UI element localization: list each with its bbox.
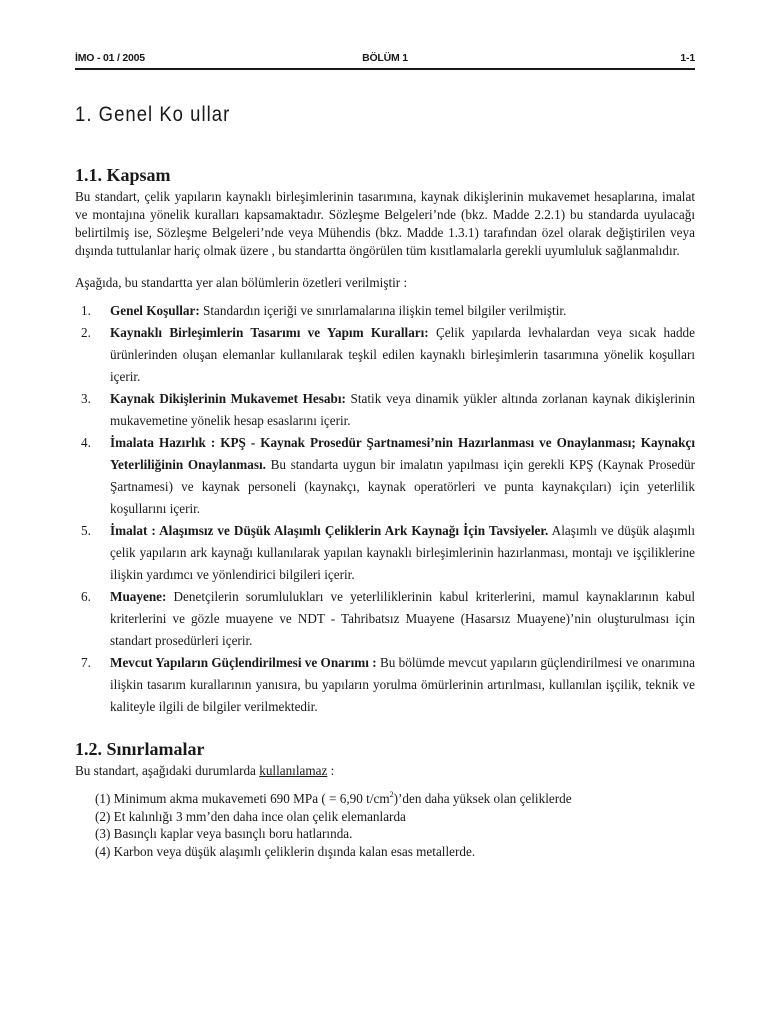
section-heading-scope: 1.1. Kapsam — [75, 165, 171, 185]
header-chapter: BÖLÜM 1 — [362, 52, 408, 64]
list-item-text: Alaşımlı ve düşük alaşımlı çelik yapıların ark kaynağı kullanılarak yapılan kaynaklı birleşimlerinin hazırlanması, montajı ve işçiliklerine ilişkin yardımcı ve yönlendirici bilgileri içerir. — [110, 523, 695, 582]
limitation-item: (2) Et kalınlığı 3 mm’den daha ince olan çelik elemanlarda — [95, 808, 406, 824]
limitation-item: (3) Basınçlı kaplar veya basınçlı boru hatlarında. — [95, 826, 353, 841]
list-item-title: Mevcut Yapıların Güçlendirilmesi ve Onarımı : — [110, 655, 377, 670]
header-page-number: 1-1 — [680, 52, 695, 64]
limitations-intro-text: Bu standart, aşağıdaki durumlarda — [75, 763, 260, 778]
list-item — [75, 432, 695, 520]
scope-paragraph: Bu standart, çelik yapıların kaynaklı birleşimlerinin tasarımına, kaynak dikişlerinin mukavemet hesaplarına, imalat ve montajına yönelik kuralları kapsamaktadır. Sözleşme Belgeleri’nde (bkz. Madde 2.2.1) bu standarda uyulacağı belirtilmiş ise, Sözleşme Belgeleri’nde veya Mühendis (bkz. Madde 1.3.1) tarafından özel olarak değiştirilen veya dışında tuttulanlar hariç olmak üzere , bu standartta öngörülen tüm kısıtlamalarla gerekli uyumluluk sağlanmalıdır. — [75, 189, 695, 258]
list-item-title: Genel Koşullar: — [110, 303, 200, 318]
list-item — [75, 652, 695, 718]
limitations-intro — [75, 762, 695, 780]
list-item-text: Statik veya dinamik yükler altında zorlanan kaynak dikişlerinin mukavemetine yönelik hesap esaslarını içerir. — [110, 391, 695, 428]
page-header — [75, 52, 695, 68]
header-document-code: İMO - 01 / 2005 — [75, 52, 145, 64]
list-item — [75, 388, 695, 432]
list-item-title: İmalata Hazırlık : KPŞ - Kaynak Prosedür Şartnamesi’nin Hazırlanması ve Onaylanması; Kaynakçı Yeterliliğinin Onaylanması. — [110, 435, 695, 472]
main-content — [75, 164, 695, 860]
list-item-number: 3. — [81, 391, 91, 406]
section-heading-limitations: 1.2. Sınırlamalar — [75, 739, 205, 759]
chapter-summary-list — [75, 300, 695, 718]
list-item-title: Kaynak Dikişlerinin Mukavemet Hesabı: — [110, 391, 346, 406]
list-item-text: Bu bölümde mevcut yapıların güçlendirilmesi ve onarımına ilişkin tasarım kurallarının yanısıra, bu yapıların yorulma ömürlerinin artırılması, kullanılan işçilik, teknik ve kaliteyle ilgili de bilgiler verilmektedir. — [110, 655, 695, 714]
summary-intro: Aşağıda, bu standartta yer alan bölümlerin özetleri verilmiştir : — [75, 275, 408, 290]
list-item-text: Denetçilerin sorumlulukları ve yeterliliklerinin kabul kriterlerini, mamul kaynaklarının kabul kriterlerini ve gözle muayene ve NDT - Tahribatsız Muayene (Hasarsız Muayene)’nin oluşturulması için standart prosedürleri içerir. — [110, 589, 695, 648]
list-item-title: Muayene: — [110, 589, 167, 604]
list-item-number: 6. — [81, 589, 91, 604]
list-item-text: Standardın içeriği ve sınırlamalarına ilişkin temel bilgiler verilmiştir. — [199, 303, 567, 318]
limitations-list — [95, 790, 695, 860]
list-item-title: Kaynaklı Birleşimlerin Tasarımı ve Yapım Kuralları: — [110, 325, 429, 340]
list-item-number: 4. — [81, 435, 91, 450]
list-item — [75, 520, 695, 586]
limitation-text-cont: )’den daha yüksek olan çeliklerde — [393, 791, 572, 806]
list-item-number: 7. — [81, 655, 91, 670]
list-item — [75, 300, 695, 322]
list-item-number: 1. — [81, 303, 91, 318]
list-item — [75, 322, 695, 388]
list-item-number: 2. — [81, 325, 91, 340]
superscript: 2 — [389, 789, 394, 799]
list-item-text: Bu standarta uygun bir imalatın yapılması için gerekli KPŞ (Kaynak Prosedür Şartnamesi) ve kaynak personeli (kaynakçı, kaynak operatörleri ve punta kaynakçıları) için yeterlilik koşullarını içerir. — [110, 457, 695, 516]
limitations-intro-colon: : — [327, 763, 335, 778]
limitation-item — [95, 790, 695, 808]
limitation-text: (1) Minimum akma mukavemeti 690 MPa ( = 6,90 t/cm — [95, 791, 390, 806]
header-rule — [75, 68, 695, 70]
limitations-intro-emphasis: kullanılamaz — [259, 763, 328, 778]
limitation-item: (4) Karbon veya düşük alaşımlı çeliklerin dışında kalan esas metallerde. — [95, 843, 476, 859]
list-item — [75, 586, 695, 652]
list-item-title: İmalat : Alaşımsız ve Düşük Alaşımlı Çeliklerin Ark Kaynağı İçin Tavsiyeler. — [110, 523, 549, 538]
list-item-text: Çelik yapılarda levhalardan veya sıcak hadde ürünlerinden oluşan elemanlar kullanılarak teşkil edilen kaynaklı birleşimlerin tasarımına yönelik koşulları içerir. — [110, 325, 695, 384]
list-item-number: 5. — [81, 523, 91, 538]
chapter-title: 1. Genel Ko ullar — [75, 102, 231, 126]
